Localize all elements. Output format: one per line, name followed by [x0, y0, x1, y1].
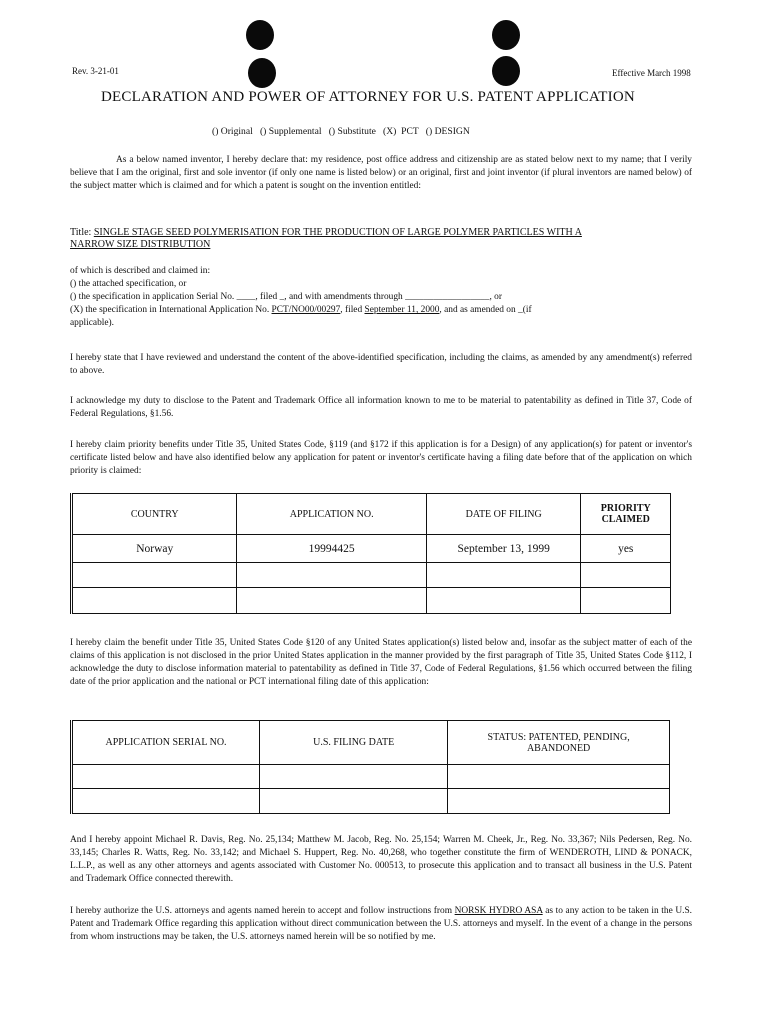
authorize-paragraph: I hereby authorize the U.S. attorneys and agents named herein to accept and follow instructions from NORSK HYDRO ASA as to any action to be taken in the U.S. Patent and Trademark Office regarding this application without direct communication between the U.S. attorneys and myself. In the event of a change in the persons from whom instructions may be taken, the U.S. attorneys named herein will be so notified by me.	[70, 906, 693, 942]
cell-priority-claimed: yes	[581, 535, 671, 563]
spec-line: of which is described and claimed in:	[70, 266, 211, 276]
title-text-line1: SINGLE STAGE SEED POLYMERISATION FOR THE PRODUCTION OF LARGE POLYMER PARTICLES WITH A	[93, 227, 582, 238]
spec-line: () the specification in application Serial No. ____, filed _, and with amendments through __________________, or	[70, 292, 502, 302]
specification-block	[70, 265, 695, 330]
header-priority-claimed: PRIORITY CLAIMED	[581, 494, 671, 535]
appoint-paragraph: And I hereby appoint Michael R. Davis, Reg. No. 25,134; Matthew M. Jacob, Reg. No. 25,154; Warren M. Cheek, Jr., Reg. No. 33,367; Nils Pedersen, Reg. No. 33,145; Charles R. Watts, Reg. No. 33,142; and Michael S. Huppert, Reg. No. 40,268, who together constitute the firm of WENDEROTH, LIND & PONACK, L.L.P., as well as any other attorneys and agents associated with Customer No. 000513, to prosecute this application and to transact all business in the U.S. Patent and Trademark Office connected therewith.	[70, 835, 692, 884]
header-date-of-filing: DATE OF FILING	[426, 494, 581, 535]
header-application-serial-no: APPLICATION SERIAL NO.	[72, 721, 260, 765]
spec-line: (X) the specification in International Application No. PCT/NO00/00297, filed September 11, 2000, and as amended on _(if	[70, 305, 532, 315]
punch-hole	[492, 56, 520, 86]
cell-country: Norway	[72, 535, 237, 563]
intro-paragraph: As a below named inventor, I hereby declare that: my residence, post office address and citizenship are as stated below next to my name; that I verily believe that I am the original, first and sole inventor (if only one name is listed below) or an original, first and joint inventor (if plural inventors are named below) of the subject matter which is claimed and for which a patent is sought on the invention entitled:	[70, 155, 692, 191]
header-country: COUNTRY	[72, 494, 237, 535]
spec-line: applicable).	[70, 318, 114, 328]
punch-hole	[246, 20, 274, 50]
header-application-no: APPLICATION NO.	[237, 494, 426, 535]
title-text-line2: NARROW SIZE DISTRIBUTION	[70, 239, 211, 250]
cell-application-no: 19994425	[237, 535, 426, 563]
header-status: STATUS: PATENTED, PENDING, ABANDONED	[448, 721, 670, 765]
revision-label: Rev. 3-21-01	[72, 66, 119, 76]
punch-hole	[248, 58, 276, 88]
punch-hole	[492, 20, 520, 50]
invention-title	[70, 227, 582, 251]
cell-date-of-filing: September 13, 1999	[426, 535, 581, 563]
effective-date: Effective March 1998	[612, 68, 691, 78]
serial-table	[70, 720, 670, 814]
duty-paragraph: I acknowledge my duty to disclose to the Patent and Trademark Office all information known to me to be material to patentability as defined in Title 37, Code of Federal Regulations, §1.56.	[70, 396, 692, 419]
benefit-paragraph: I hereby claim the benefit under Title 35, United States Code §120 of any United States application(s) listed below and, insofar as the subject matter of each of the claims of this application is not disclosed in the prior United States application in the manner provided by the first paragraph of Title 35, United States Code §112, I acknowledge the duty to disclose information material to patentability as defined in Title 37, Code of Federal Regulations, §1.56 which occurred between the filing date of the prior application and the national or PCT international filing date of this application:	[70, 638, 692, 687]
document-title: DECLARATION AND POWER OF ATTORNEY FOR U.S. PATENT APPLICATION	[101, 89, 635, 105]
review-paragraph: I hereby state that I have reviewed and understand the content of the above-identified specification, including the claims, as amended by any amendment(s) referred to above.	[70, 353, 692, 376]
priority-paragraph: I hereby claim priority benefits under Title 35, United States Code, §119 (and §172 if this application is for a Design) of any application(s) for patent or inventor's certificate listed below and have also identified below any application for patent or inventor's certificate having a filing date before that of the application on which priority is claimed:	[70, 440, 692, 476]
spec-line: () the attached specification, or	[70, 279, 187, 289]
authorized-company: NORSK HYDRO ASA	[454, 906, 543, 916]
title-prefix: Title:	[70, 227, 92, 238]
application-type-options: () Original () Supplemental () Substitute (X) PCT () DESIGN	[212, 126, 470, 137]
priority-table	[70, 493, 671, 614]
header-us-filing-date: U.S. FILING DATE	[260, 721, 448, 765]
